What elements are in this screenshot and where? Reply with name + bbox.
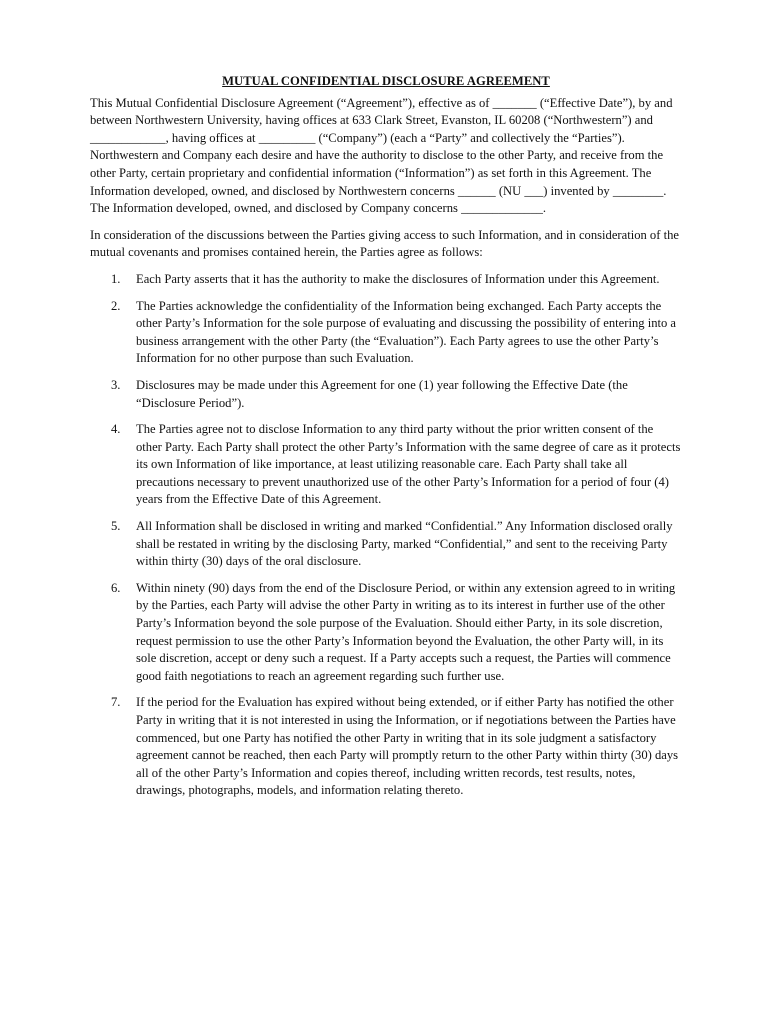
- clause-text: Each Party asserts that it has the authority to make the disclosures of Information under this Agreement.: [136, 271, 660, 286]
- clause-text: The Parties acknowledge the confidentiality of the Information being exchanged. Each Party accepts the other Party’s Information for the sole purpose of evaluating and discussing the possibility of entering into a business arrangement with the other Party (the “Evaluation”). Each Party agrees to use the other Party’s Information for no other purpose than such Evaluation.: [136, 298, 677, 366]
- clause-text: If the period for the Evaluation has expired without being extended, or if either Party has notified the other Party in writing that it is not interested in using the Information, or if negotiations between the Parties have commenced, but one Party has notified the other Party in writing that in its sole judgment a satisfactory agreement cannot be reached, then each Party will promptly return to the other Party within thirty (30) days all of the other Party’s Information and copies thereof, including written records, test results, notes, drawings, photographs, models, and information relating thereto.: [136, 695, 679, 798]
- clause-number: 6.: [111, 580, 121, 595]
- clause-number: 5.: [111, 519, 121, 534]
- clause-number: 1.: [111, 271, 121, 286]
- clause-text: The Parties agree not to disclose Information to any third party without the prior written consent of the other Party. Each Party shall protect the other Party’s Information with the same degree of care as it protects its own Information of like importance, at least utilizing reasonable care. Each Party shall take all precautions necessary to prevent unauthorized use of the other Party’s Information for a period of four (4) years from the Effective Date of this Agreement.: [136, 422, 681, 507]
- clause-item: [90, 377, 682, 412]
- clause-number: 2.: [111, 298, 121, 313]
- consideration-paragraph: In consideration of the discussions between the Parties giving access to such Information, and in consideration of the mutual covenants and promises contained herein, the Parties agree as follows:: [90, 227, 679, 260]
- intro-paragraph: This Mutual Confidential Disclosure Agreement (“Agreement”), effective as of _______ (“Effective Date”), by and between Northwestern University, having offices at 633 Clark Street, Evanston, IL 60208 (“Northwestern”) and ____________, having offices at _________ (“Company”) (each a “Party” and collectively the “Parties”). Northwestern and Company each desire and have the authority to disclose to the other Party, and receive from the other Party, certain proprietary and confidential information (“Information”) as set forth in this Agreement. The Information developed, owned, and disclosed by Northwestern concerns ______ (NU ___) invented by ________. The Information developed, owned, and disclosed by Company concerns _____________.: [90, 95, 673, 216]
- document-title: MUTUAL CONFIDENTIAL DISCLOSURE AGREEMENT: [222, 74, 550, 88]
- clause-item: [90, 271, 682, 289]
- clause-text: All Information shall be disclosed in writing and marked “Confidential.” Any Information disclosed orally shall be restated in writing by the disclosing Party, marked “Confidential,” and sent to the receiving Party within thirty (30) days of the oral disclosure.: [136, 519, 673, 569]
- clause-text: Within ninety (90) days from the end of the Disclosure Period, or within any extension agreed to in writing by the Parties, each Party will advise the other Party in writing as to its interest in further use of the other Party’s Information beyond the sole purpose of the Evaluation. Should either Party, in its sole discretion, request permission to use the other Party’s Information beyond the Evaluation, the other Party will, in its sole discretion, accept or deny such a request. If a Party accepts such a request, the Parties will commence good faith negotiations to reach an agreement regarding such further use.: [136, 580, 676, 683]
- clause-list: [90, 271, 682, 800]
- clause-item: [90, 580, 682, 686]
- clause-item: [90, 518, 682, 571]
- clause-number: 4.: [111, 422, 121, 437]
- document-body: [90, 73, 682, 809]
- clause-number: 7.: [111, 695, 121, 710]
- clause-item: [90, 421, 682, 509]
- clause-item: [90, 298, 682, 368]
- clause-number: 3.: [111, 377, 121, 392]
- clause-item: [90, 694, 682, 800]
- clause-text: Disclosures may be made under this Agreement for one (1) year following the Effective Date (the “Disclosure Period”).: [136, 377, 628, 410]
